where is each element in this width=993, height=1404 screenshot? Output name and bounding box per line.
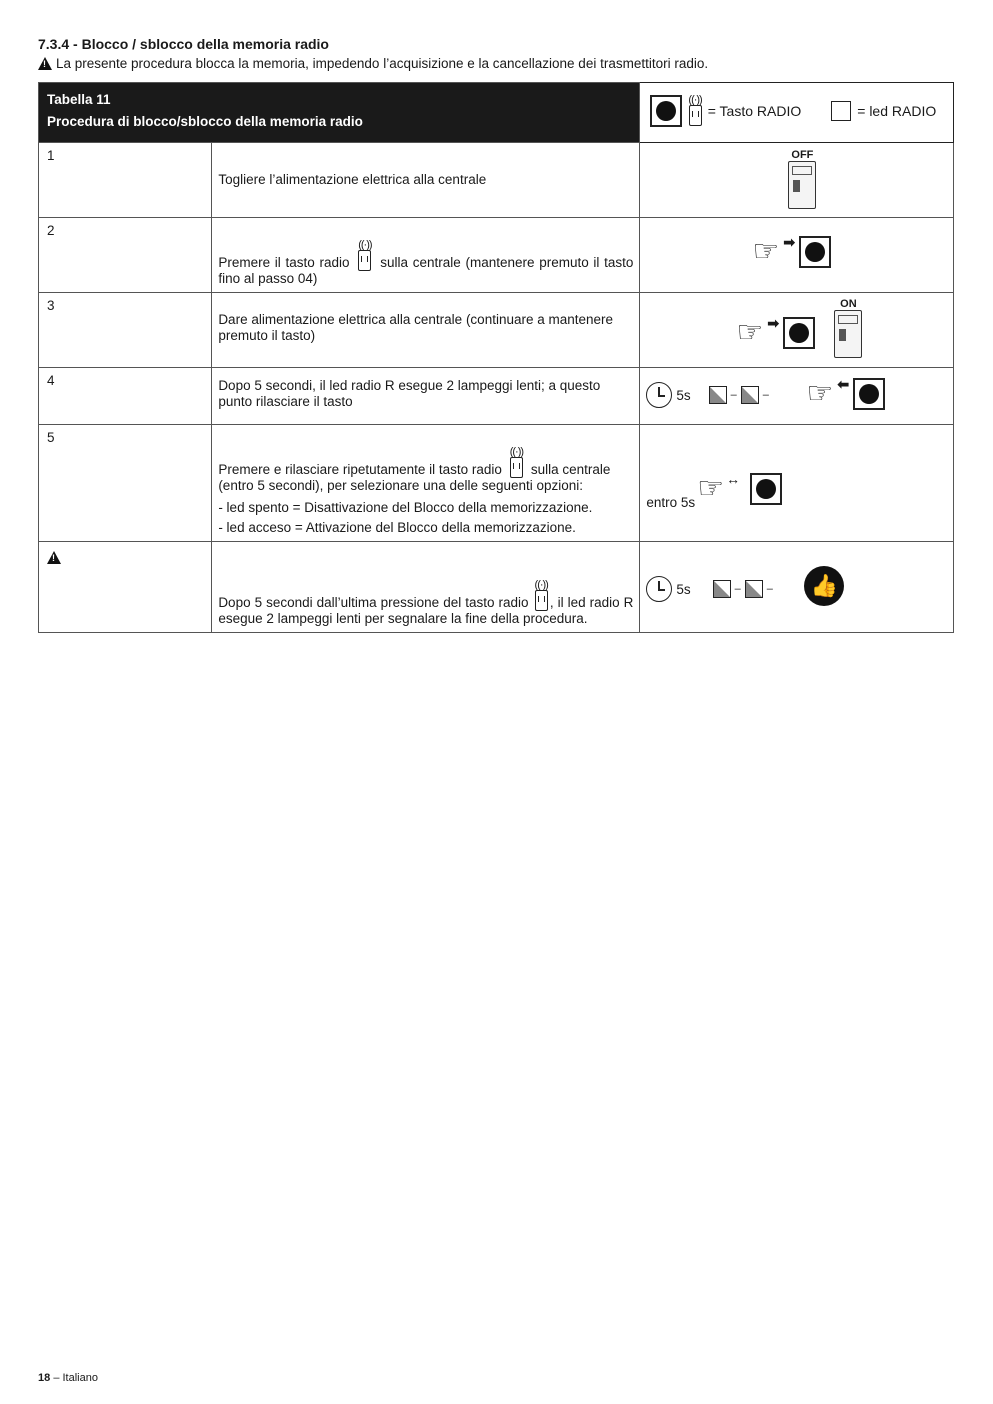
- step-text-a: Premere il tasto radio: [218, 255, 350, 270]
- step-number: 3: [39, 293, 212, 368]
- page-footer: [38, 1372, 98, 1384]
- step-text-b: sulla centrale (mantenere premuto il tasto fino al passo 04): [218, 255, 634, 286]
- step-text: Togliere l’alimentazione elettrica alla centrale: [218, 171, 487, 187]
- breaker-icon: [834, 310, 862, 358]
- time-label: 5s: [676, 581, 691, 597]
- step-text-a: Dopo 5 secondi dall’ultima pressione del tasto radio: [218, 595, 529, 610]
- breaker-icon: [788, 161, 816, 209]
- table-row: 4 Dopo 5 secondi, il led radio R esegue 2 lampeggi lenti; a questo punto rilasciare il tasto 5s – – ☞ ⬅: [39, 368, 954, 425]
- led-blink-icon: [713, 580, 731, 598]
- table-row: [39, 425, 954, 542]
- arrow-right-icon: ➡: [767, 314, 780, 331]
- step-text: Dare alimentazione elettrica alla centrale (continuare a mantenere premuto il tasto): [218, 311, 614, 343]
- step-text-b: , il led radio R esegue 2 lampeggi lenti per segnalare la fine della procedura.: [218, 595, 634, 626]
- remote-icon: ((·)): [535, 581, 548, 611]
- procedure-table: [38, 82, 954, 633]
- pointing-hand-icon: ☞: [752, 235, 780, 268]
- led-blink-icon: [709, 386, 727, 404]
- time-label: 5s: [676, 387, 691, 403]
- step-number: 4: [39, 368, 212, 425]
- radio-button-icon: [853, 378, 885, 410]
- option-off: - led spento = Disattivazione del Blocco della memorizzazione.: [218, 500, 593, 515]
- footer-lang: – Italiano: [53, 1372, 98, 1384]
- on-label: ON: [840, 298, 857, 310]
- legend-led-label: = led RADIO: [857, 103, 937, 119]
- remote-icon: ((·)): [688, 96, 701, 126]
- legend-tasto-label: = Tasto RADIO: [707, 103, 802, 119]
- pointing-hand-icon: ☞: [736, 316, 764, 349]
- step-text: Dopo 5 secondi, il led radio R esegue 2 lampeggi lenti; a questo punto rilasciare il tasto: [218, 377, 601, 409]
- table-legend: [640, 83, 954, 143]
- page-number: 18: [38, 1372, 51, 1384]
- pointing-hand-icon: ☞: [806, 377, 834, 410]
- step-number: 5: [39, 425, 212, 542]
- thumbs-up-icon: 👍: [804, 566, 844, 606]
- led-blink-icon: [741, 386, 759, 404]
- radio-button-icon: [799, 236, 831, 268]
- time-label: entro 5s: [646, 495, 696, 510]
- table-title: Tabella 11: [47, 92, 111, 107]
- section-note: [38, 56, 708, 71]
- table-row: [39, 218, 954, 293]
- radio-button-icon: [650, 95, 682, 127]
- warning-icon: [47, 551, 61, 564]
- led-blink-icon: [745, 580, 763, 598]
- step-number: 1: [39, 143, 212, 218]
- step-text-a: Premere e rilasciare ripetutamente il tasto radio: [218, 462, 502, 477]
- table-header: [39, 83, 640, 143]
- table-row: [39, 293, 954, 368]
- section-title: 7.3.4 - Blocco / sblocco della memoria radio: [38, 36, 329, 52]
- arrow-both-icon: ↔: [726, 470, 741, 487]
- radio-button-icon: [783, 317, 815, 349]
- led-icon: [831, 101, 851, 121]
- warning-icon: [38, 57, 52, 70]
- clock-icon: [646, 382, 672, 408]
- radio-button-icon: [750, 473, 782, 505]
- table-row: ! Dopo 5 secondi dall’ultima pressione del tasto radio ((·)) , il led radio R esegue 2 lampeggi lenti per segnalare la fine della procedura. 5s – – 👍: [39, 542, 954, 633]
- arrow-right-icon: ➡: [783, 233, 796, 250]
- table-subtitle: Procedura di blocco/sblocco della memoria radio: [47, 114, 363, 129]
- step-text-b: sulla centrale (entro 5 secondi), per selezionare una delle seguenti opzioni:: [218, 462, 611, 493]
- clock-icon: [646, 576, 672, 602]
- option-on: - led acceso = Attivazione del Blocco della memorizzazione.: [218, 520, 576, 535]
- off-label: OFF: [791, 149, 814, 161]
- table-row: [39, 143, 954, 218]
- step-number: 2: [39, 218, 212, 293]
- section-note-text: La presente procedura blocca la memoria, impedendo l’acquisizione e la cancellazione dei trasmettitori radio.: [56, 56, 709, 71]
- remote-icon: ((·)): [510, 448, 523, 478]
- remote-icon: ((·)): [358, 241, 371, 271]
- pointing-hand-icon: ☞: [697, 471, 725, 505]
- arrow-left-icon: ⬅: [837, 375, 850, 392]
